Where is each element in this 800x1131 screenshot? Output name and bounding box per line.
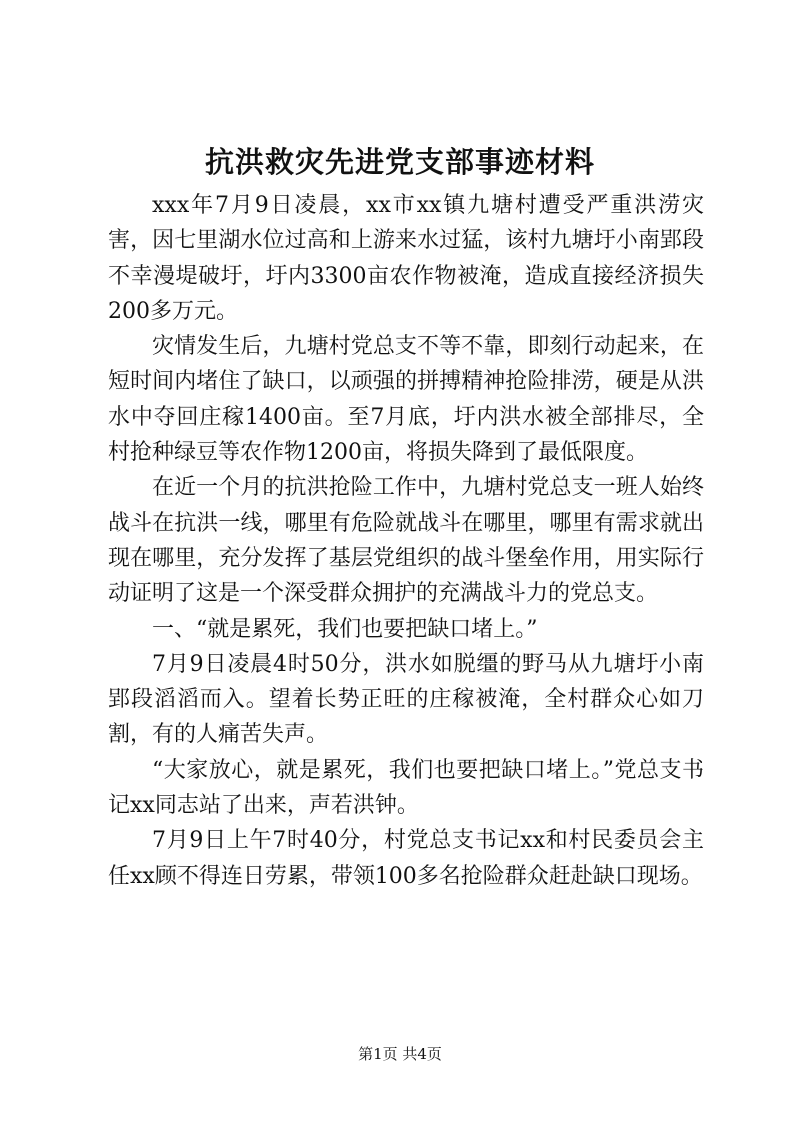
paragraph-flood-breach: 7月9日凌晨4时50分，洪水如脱缰的野马从九塘圩小南郢段滔滔而入。望着长势正旺的庄稼被淹，全村群众心如刀割，有的人痛苦失声。 (108, 651, 704, 748)
page-footer: 第1页 共4页 (358, 1045, 442, 1063)
paragraph-rescue: 7月9日上午7时40分，村党总支书记xx和村民委员会主任xx顾不得连日劳累，带领100多名抢险群众赶赴缺口现场。 (108, 828, 704, 889)
document-body (108, 188, 704, 894)
paragraph-summary: 在近一个月的抗洪抢险工作中，九塘村党总支一班人始终战斗在抗洪一线，哪里有危险就战斗在哪里，哪里有需求就出现在哪里，充分发挥了基层党组织的战斗堡垒作用，用实际行动证明了这是一个深受群众拥护的充满战斗力的党总支。 (108, 475, 704, 607)
paragraph-response: 灾情发生后，九塘村党总支不等不靠，即刻行动起来，在短时间内堵住了缺口，以顽强的拼搏精神抢险排涝，硬是从洪水中夺回庄稼1400亩。至7月底，圩内洪水被全部排尽，全村抢种绿豆等农作物1200亩，将损失降到了最低限度。 (108, 334, 704, 466)
paragraph-intro: xxx年7月9日凌晨，xx市xx镇九塘村遭受严重洪涝灾害，因七里湖水位过高和上游来水过猛，该村九塘圩小南郢段不幸漫堤破圩，圩内3300亩农作物被淹，造成直接经济损失200多万元。 (108, 193, 704, 324)
document-title: 抗洪救灾先进党支部事迹材料 (204, 145, 595, 179)
paragraph-quote: “大家放心，就是累死，我们也要把缺口堵上。”党总支书记xx同志站了出来，声若洪钟。 (108, 757, 704, 819)
section-heading: 一、“就是累死，我们也要把缺口堵上。” (152, 616, 538, 642)
